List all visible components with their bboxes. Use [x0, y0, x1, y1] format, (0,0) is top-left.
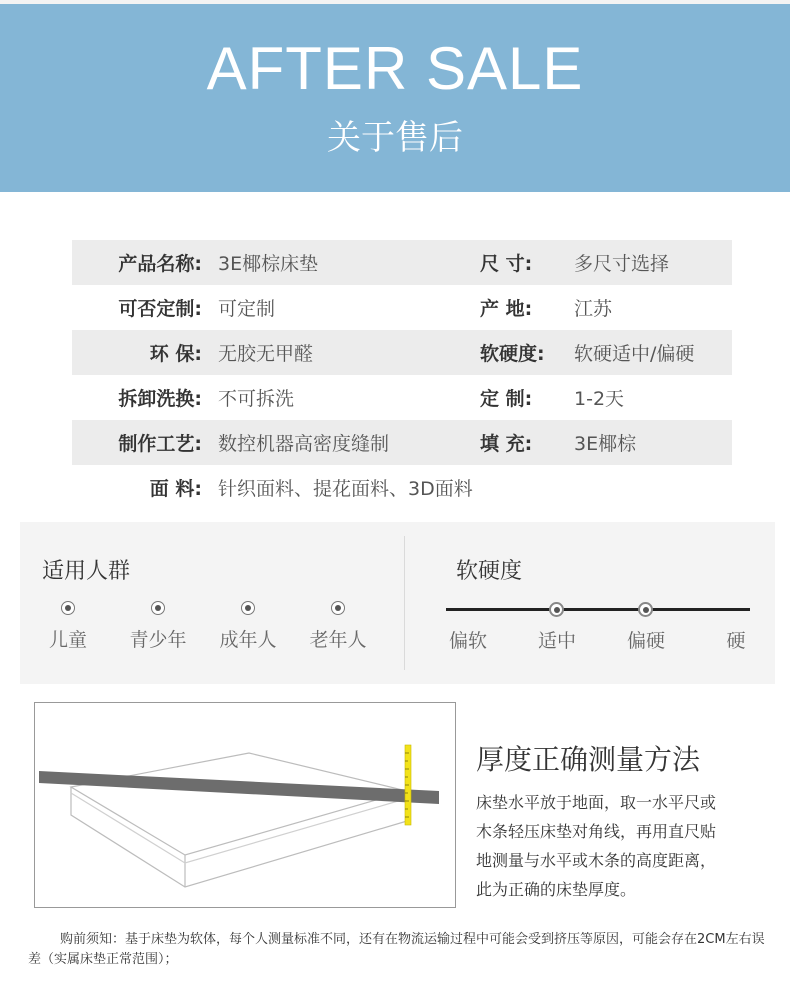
spec-label: 产品名称:: [118, 253, 202, 275]
spec-row: [72, 240, 732, 285]
crowd-title: 适用人群: [42, 559, 131, 584]
hardness-scale-line: [446, 608, 750, 611]
spec-value: 软硬适中/偏硬: [574, 343, 695, 365]
spec-label: 产 地:: [480, 298, 533, 320]
spec-label: 面 料:: [149, 478, 202, 500]
banner-title: AFTER SALE: [206, 35, 584, 102]
spec-label: 填 充:: [480, 433, 533, 455]
hardness-title: 软硬度: [456, 559, 523, 584]
crowd-option: [296, 600, 380, 652]
measure-line: 木条轻压床垫对角线，再用直尺贴: [476, 822, 717, 841]
radio-selected-icon: [61, 601, 75, 615]
crowd-option-label: 老年人: [309, 629, 367, 651]
spec-value: 江苏: [574, 298, 613, 320]
spec-value: 可定制: [218, 298, 276, 320]
crowd-option-label: 成年人: [219, 629, 277, 651]
radio-selected-icon: [151, 601, 165, 615]
spec-value: 1-2天: [574, 388, 625, 410]
spec-value: 数控机器高密度缝制: [218, 433, 390, 455]
spec-label: 定 制:: [480, 388, 533, 410]
spec-row: [72, 330, 732, 375]
spec-value: 3E椰棕: [574, 433, 637, 455]
measure-line: 床垫水平放于地面，取一水平尺或: [476, 793, 717, 812]
crowd-option: [26, 600, 110, 652]
banner-subtitle: 关于售后: [327, 118, 463, 158]
radio-selected-icon: [241, 601, 255, 615]
hardness-marker-icon: [638, 602, 653, 617]
product-spec-table: [72, 240, 732, 510]
level-bar: [39, 771, 439, 804]
spec-label: 拆卸洗换:: [118, 388, 202, 410]
crowd-option-label: 儿童: [48, 629, 87, 651]
spec-label: 制作工艺:: [118, 433, 202, 455]
top-strip: [0, 0, 790, 4]
suitability-panel: [20, 522, 775, 684]
after-sale-banner: [0, 0, 790, 192]
hardness-level: 硬: [726, 630, 746, 652]
measure-line: 此为正确的床垫厚度。: [476, 880, 637, 899]
spec-row: [72, 420, 732, 465]
spec-value: 无胶无甲醛: [218, 343, 314, 365]
crowd-option: [206, 600, 290, 652]
spec-row: [72, 285, 732, 330]
hardness-marker-icon: [549, 602, 564, 617]
spec-row: [72, 375, 732, 420]
spec-value: 不可拆洗: [218, 388, 295, 410]
hardness-level: 偏硬: [626, 630, 665, 652]
thickness-measure-diagram: [34, 702, 456, 908]
panel-divider: [404, 536, 405, 670]
measure-title: 厚度正确测量方法: [476, 743, 701, 776]
spec-label: 环 保:: [149, 343, 202, 365]
crowd-option: [116, 600, 200, 652]
measure-line: 地测量与水平或木条的高度距离，: [476, 851, 717, 870]
spec-row: [72, 465, 732, 510]
radio-selected-icon: [331, 601, 345, 615]
spec-value: 3E椰棕床垫: [218, 253, 319, 275]
mattress-illustration: [35, 703, 455, 907]
spec-label: 尺 寸:: [480, 253, 533, 275]
spec-label: 软硬度:: [480, 343, 545, 365]
hardness-level: 适中: [537, 630, 576, 652]
purchase-notice: 购前须知：基于床垫为软体，每个人测量标准不同，还有在物流运输过程中可能会受到挤压等原因，可能会存在2CM左右误差（实属床垫正常范围）；: [28, 932, 765, 967]
hardness-level: 偏软: [448, 630, 487, 652]
mattress-outline: [71, 753, 407, 887]
measure-description: [476, 788, 776, 904]
crowd-option-label: 青少年: [129, 629, 187, 651]
spec-value: 针织面料、提花面料、3D面料: [218, 478, 473, 500]
spec-label: 可否定制:: [118, 298, 202, 320]
spec-value: 多尺寸选择: [574, 253, 670, 275]
